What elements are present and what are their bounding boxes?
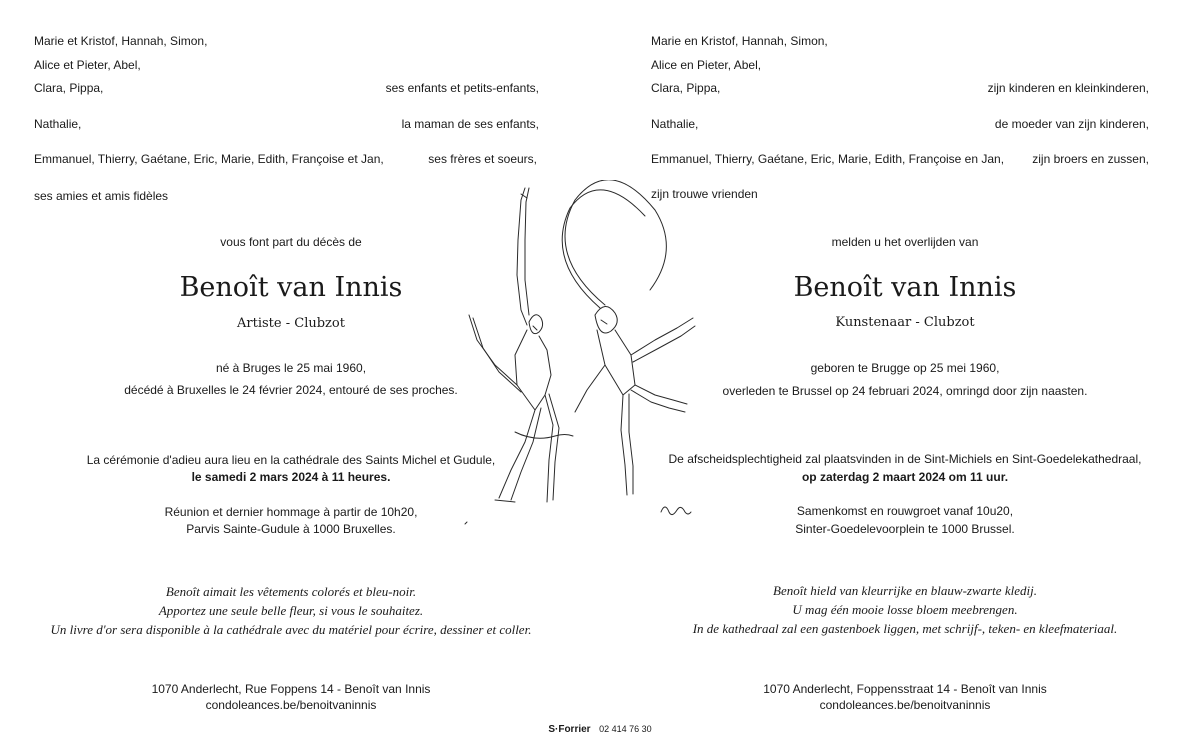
fr-ceremony: La cérémonie d'adieu aura lieu en la cathédrale des Saints Michel et Gudule, bbox=[86, 453, 496, 467]
nl-note-1: Benoît hield van kleurrijke en blauw-zwarte kledij. bbox=[773, 583, 1037, 598]
funeral-home-logo: S·Forrier bbox=[548, 724, 591, 735]
fr-meeting: Réunion et dernier hommage à partir de 10h20, bbox=[164, 505, 418, 519]
fr-note-2: Apportez une seule belle fleur, si vous le souhaitez. bbox=[158, 603, 424, 618]
fr-profession: Artiste - Clubzot bbox=[237, 316, 345, 331]
nl-family-names-2: Alice en Pieter, Abel, bbox=[651, 58, 762, 72]
nl-family-names-4: Nathalie, bbox=[651, 117, 699, 131]
nl-ceremony: De afscheidsplechtigheid zal plaatsvinden in de Sint-Michiels en Sint-Goedelekathedraal, bbox=[668, 452, 1142, 466]
nl-family-role-5: zijn broers en zussen, bbox=[1032, 152, 1149, 166]
dancing-figures-drawing bbox=[455, 180, 715, 530]
fr-family-names-2: Alice et Pieter, Abel, bbox=[34, 58, 141, 72]
nl-died: overleden te Brussel op 24 februari 2024, omringd door zijn naasten. bbox=[722, 384, 1088, 398]
fr-family-role-3: ses enfants et petits-enfants, bbox=[385, 81, 539, 95]
fr-family-role-5: ses frères et soeurs, bbox=[428, 152, 537, 166]
nl-announce: melden u het overlijden van bbox=[831, 235, 979, 249]
funeral-home-phone: 02 414 76 30 bbox=[599, 724, 652, 734]
fr-family-names-5: Emmanuel, Thierry, Gaétane, Eric, Marie, Edith, Françoise et Jan, bbox=[34, 152, 384, 166]
fr-meeting-place: Parvis Sainte-Gudule à 1000 Bruxelles. bbox=[186, 522, 396, 536]
nl-profession: Kunstenaar - Clubzot bbox=[835, 315, 975, 330]
nl-ceremony-date: op zaterdag 2 maart 2024 om 11 uur. bbox=[801, 470, 1009, 484]
fr-address: 1070 Anderlecht, Rue Foppens 14 - Benoît van Innis bbox=[151, 682, 431, 696]
fr-family-role-4: la maman de ses enfants, bbox=[401, 117, 539, 131]
fr-family-names-6: ses amies et amis fidèles bbox=[34, 189, 169, 203]
fr-ceremony-date: le samedi 2 mars 2024 à 11 heures. bbox=[191, 470, 391, 484]
nl-meeting-place: Sinter-Goedelevoorplein te 1000 Brussel. bbox=[795, 522, 1015, 536]
fr-announce: vous font part du décès de bbox=[220, 235, 362, 249]
nl-deceased-name: Benoît van Innis bbox=[793, 272, 1017, 303]
nl-family-role-4: de moeder van zijn kinderen, bbox=[994, 117, 1149, 131]
fr-died: décédé à Bruxelles le 24 février 2024, entouré de ses proches. bbox=[124, 383, 458, 397]
nl-family-names-3: Clara, Pippa, bbox=[651, 81, 721, 95]
fr-website: condoleances.be/benoitvaninnis bbox=[205, 698, 377, 712]
nl-meeting: Samenkomst en rouwgroet vanaf 10u20, bbox=[796, 504, 1014, 518]
nl-website: condoleances.be/benoitvaninnis bbox=[819, 698, 991, 712]
nl-family-role-3: zijn kinderen en kleinkinderen, bbox=[987, 81, 1149, 95]
fr-deceased-name: Benoît van Innis bbox=[179, 272, 403, 303]
nl-note-2: U mag één mooie losse bloem meebrengen. bbox=[792, 602, 1018, 617]
fr-family-names-1: Marie et Kristof, Hannah, Simon, bbox=[34, 34, 208, 48]
fr-family-names-3: Clara, Pippa, bbox=[34, 81, 104, 95]
nl-note-3: In de kathedraal zal een gastenboek liggen, met schrijf-, teken- en kleefmateriaal. bbox=[692, 621, 1118, 636]
fr-note-3: Un livre d'or sera disponible à la cathédrale avec du matériel pour écrire, dessiner et coller. bbox=[50, 622, 532, 637]
nl-born: geboren te Brugge op 25 mei 1960, bbox=[810, 361, 1000, 375]
fr-family-names-4: Nathalie, bbox=[34, 117, 82, 131]
fr-note-1: Benoît aimait les vêtements colorés et bleu-noir. bbox=[165, 584, 417, 599]
fr-born: né à Bruges le 25 mai 1960, bbox=[215, 361, 367, 375]
nl-address: 1070 Anderlecht, Foppensstraat 14 - Benoît van Innis bbox=[763, 682, 1047, 696]
nl-family-names-5: Emmanuel, Thierry, Gaétane, Eric, Marie, Edith, Françoise en Jan, bbox=[651, 152, 1005, 166]
funeral-home-footer bbox=[0, 722, 1200, 737]
nl-family-names-1: Marie en Kristof, Hannah, Simon, bbox=[651, 34, 828, 48]
nl-family-names-6: zijn trouwe vrienden bbox=[651, 187, 758, 201]
